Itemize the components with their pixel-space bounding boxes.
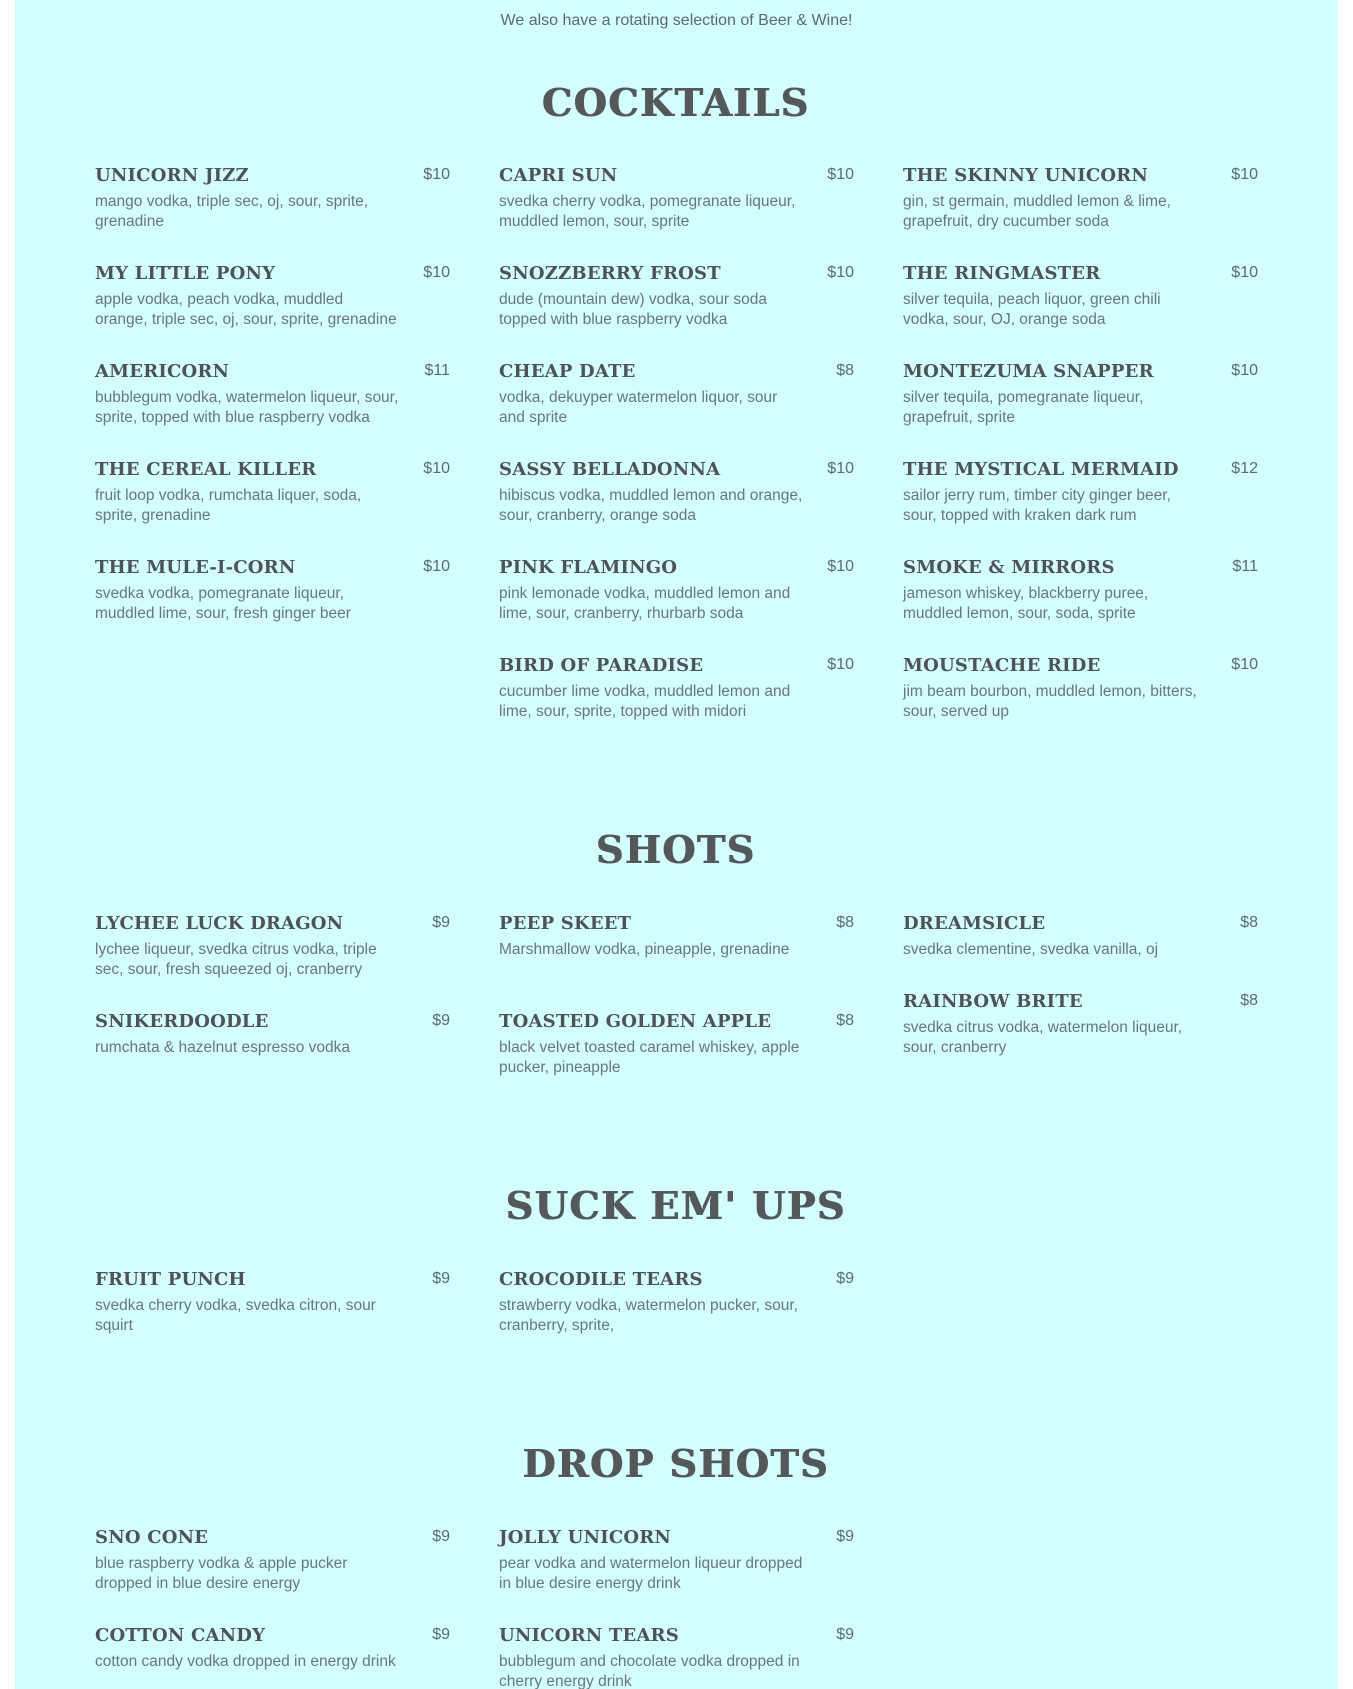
menu-item-description: svedka vodka, pomegranate liqueur, muddled lime, sour, fresh ginger beer: [95, 585, 351, 622]
menu-item-name: LYCHEE LUCK DRAGON: [95, 913, 344, 934]
menu-item-header: [499, 263, 854, 287]
menu-item-description: apple vodka, peach vodka, muddled orange, triple sec, oj, sour, sprite, grenadine: [95, 291, 397, 328]
menu-item-description: mango vodka, triple sec, oj, sour, sprite, grenadine: [95, 193, 369, 230]
menu-item-name: SNOZZBERRY FROST: [499, 263, 721, 284]
menu-item-name: MOUSTACHE RIDE: [903, 655, 1101, 676]
menu-item: [903, 655, 1258, 722]
menu-item: [903, 557, 1258, 624]
menu-item: [499, 165, 854, 232]
menu-item-price: $8: [1240, 914, 1258, 931]
menu-item: [903, 459, 1258, 526]
menu-item-price: $9: [432, 1626, 450, 1643]
menu-item-header: [499, 361, 854, 385]
menu-item: [95, 263, 450, 330]
menu-item-description: sailor jerry rum, timber city ginger beer, sour, topped with kraken dark rum: [903, 487, 1171, 524]
menu-item-name: CAPRI SUN: [499, 165, 618, 186]
menu-item-price: $10: [423, 264, 450, 281]
menu-item-price: $9: [836, 1528, 854, 1545]
menu-item-description: svedka clementine, svedka vanilla, oj: [903, 941, 1159, 958]
menu-item-header: [499, 655, 854, 679]
menu-item-header: [95, 263, 450, 287]
menu-item-name: FRUIT PUNCH: [95, 1269, 246, 1290]
menu-item-description: hibiscus vodka, muddled lemon and orange, sour, cranberry, orange soda: [499, 487, 803, 524]
menu-item-header: [95, 459, 450, 483]
menu-item-price: $10: [1231, 362, 1258, 379]
section-title: COCKTAILS: [542, 80, 811, 125]
menu-item-header: [903, 459, 1258, 483]
menu-item-description: vodka, dekuyper watermelon liquor, sour and sprite: [499, 389, 778, 426]
menu-item-description: rumchata & hazelnut espresso vodka: [95, 1039, 351, 1056]
menu-item: [95, 1527, 450, 1594]
menu-item-header: [903, 165, 1258, 189]
menu-item-header: [499, 1269, 854, 1293]
menu-item-header: [903, 991, 1258, 1015]
menu-item-price: $10: [1231, 166, 1258, 183]
menu-item-price: $8: [836, 1012, 854, 1029]
menu-item-description: lychee liqueur, svedka citrus vodka, triple sec, sour, fresh squeezed oj, cranberry: [95, 941, 377, 978]
menu-item: [903, 263, 1258, 330]
menu-item: [499, 361, 854, 428]
menu-item-header: [95, 1625, 450, 1649]
menu-item: [499, 1011, 854, 1078]
menu-item-header: [499, 1011, 854, 1035]
menu-item: [903, 913, 1258, 960]
menu-item-description: dude (mountain dew) vodka, sour soda topped with blue raspberry vodka: [499, 291, 767, 328]
menu-item-price: $9: [432, 1270, 450, 1287]
menu-item-description: svedka cherry vodka, svedka citron, sour squirt: [95, 1297, 376, 1334]
menu-item-description: fruit loop vodka, rumchata liquer, soda, sprite, grenadine: [95, 487, 362, 524]
menu-item: [903, 165, 1258, 232]
menu-item: [499, 263, 854, 330]
menu-item-price: $10: [827, 558, 854, 575]
menu-item-name: RAINBOW BRITE: [903, 991, 1083, 1012]
menu-item: [95, 1011, 450, 1058]
menu-item-price: $11: [1232, 558, 1258, 575]
menu-item-header: [499, 1527, 854, 1551]
menu-item-name: JOLLY UNICORN: [499, 1527, 672, 1548]
menu-item-header: [499, 557, 854, 581]
menu-item-header: [499, 165, 854, 189]
menu-item-name: PINK FLAMINGO: [499, 557, 678, 578]
menu-item-name: UNICORN JIZZ: [95, 165, 249, 186]
menu-item-price: $8: [836, 914, 854, 931]
menu-item-price: $9: [432, 1012, 450, 1029]
menu-item: [903, 991, 1258, 1058]
menu-item-price: $9: [432, 1528, 450, 1545]
menu-item-description: silver tequila, pomegranate liqueur, grapefruit, sprite: [903, 389, 1144, 426]
menu-item-header: [499, 459, 854, 483]
menu-item-header: [499, 1625, 854, 1649]
menu-item-name: MY LITTLE PONY: [95, 263, 276, 284]
menu-item: [499, 1269, 854, 1336]
menu-item-price: $10: [827, 166, 854, 183]
menu-item-name: THE RINGMASTER: [903, 263, 1101, 284]
menu-item-price: $12: [1231, 460, 1258, 477]
menu-item-description: silver tequila, peach liquor, green chili vodka, sour, OJ, orange soda: [903, 291, 1161, 328]
menu-item-description: jim beam bourbon, muddled lemon, bitters, sour, served up: [903, 683, 1197, 720]
menu-item: [95, 913, 450, 980]
menu-item: [499, 913, 854, 960]
menu-item-description: cotton candy vodka dropped in energy drink: [95, 1653, 396, 1670]
menu-item: [95, 1269, 450, 1336]
menu-item-name: MONTEZUMA SNAPPER: [903, 361, 1154, 382]
menu-item-description: cucumber lime vodka, muddled lemon and lime, sour, sprite, topped with midori: [499, 683, 791, 720]
menu-item: [95, 361, 450, 428]
menu-item-price: $10: [827, 656, 854, 673]
menu-item-name: UNICORN TEARS: [499, 1625, 679, 1646]
menu-item: [95, 165, 450, 232]
section-title: SHOTS: [596, 827, 757, 872]
menu-item-header: [95, 1527, 450, 1551]
menu-item-name: CROCODILE TEARS: [499, 1269, 703, 1290]
menu-item-price: $10: [423, 558, 450, 575]
menu-item-name: THE CEREAL KILLER: [95, 459, 317, 480]
menu-item: [499, 655, 854, 722]
menu-item-description: bubblegum and chocolate vodka dropped in cherry energy drink: [499, 1653, 800, 1689]
menu-item-price: $10: [1231, 264, 1258, 281]
menu-item: [95, 557, 450, 624]
menu-item-header: [903, 557, 1258, 581]
menu-item-name: SNIKERDOODLE: [95, 1011, 269, 1032]
menu-item-header: [903, 913, 1258, 937]
menu-item-header: [95, 1269, 450, 1293]
menu-item: [499, 1625, 854, 1689]
menu-item-header: [95, 165, 450, 189]
menu-item-price: $10: [1231, 656, 1258, 673]
menu-item-description: svedka cherry vodka, pomegranate liqueur, muddled lemon, sour, sprite: [499, 193, 796, 230]
menu-item-header: [903, 361, 1258, 385]
menu-item: [499, 557, 854, 624]
menu-item-price: $10: [827, 264, 854, 281]
menu-item-description: svedka citrus vodka, watermelon liqueur, sour, cranberry: [903, 1019, 1183, 1056]
menu-item-name: TOASTED GOLDEN APPLE: [499, 1011, 772, 1032]
menu-item-name: CHEAP DATE: [499, 361, 636, 382]
menu-item-name: THE MULE-I-CORN: [95, 557, 296, 578]
menu-item-description: bubblegum vodka, watermelon liqueur, sour, sprite, topped with blue raspberry vodka: [95, 389, 399, 426]
menu-item: [499, 459, 854, 526]
menu-item-description: pink lemonade vodka, muddled lemon and lime, sour, cranberry, rhurbarb soda: [499, 585, 791, 622]
menu-item-header: [95, 557, 450, 581]
menu-item-header: [903, 655, 1258, 679]
menu-item-header: [499, 913, 854, 937]
menu-item-name: DREAMSICLE: [903, 913, 1046, 934]
menu-item-description: Marshmallow vodka, pineapple, grenadine: [499, 941, 790, 958]
menu-panel: [15, 0, 1338, 1689]
menu-item-name: AMERICORN: [95, 361, 230, 382]
menu-item-description: pear vodka and watermelon liqueur dropped in blue desire energy drink: [499, 1555, 803, 1592]
menu-item-description: jameson whiskey, blackberry puree, muddled lemon, sour, soda, sprite: [903, 585, 1149, 622]
menu-item-name: SNO CONE: [95, 1527, 209, 1548]
menu-item: [95, 459, 450, 526]
menu-item-header: [95, 913, 450, 937]
section-title: DROP SHOTS: [523, 1441, 830, 1486]
menu-item-name: COTTON CANDY: [95, 1625, 266, 1646]
menu-item-description: black velvet toasted caramel whiskey, apple pucker, pineapple: [499, 1039, 800, 1076]
menu-item-price: $11: [424, 362, 450, 379]
menu-item-price: $9: [836, 1626, 854, 1643]
menu-item-price: $8: [836, 362, 854, 379]
menu-item: [903, 361, 1258, 428]
menu-item-price: $9: [432, 914, 450, 931]
menu-item: [95, 1625, 450, 1672]
menu-item-description: strawberry vodka, watermelon pucker, sour, cranberry, sprite,: [499, 1297, 798, 1334]
menu-item-name: THE SKINNY UNICORN: [903, 165, 1149, 186]
section-title: SUCK EM' UPS: [506, 1183, 847, 1228]
menu-item-name: THE MYSTICAL MERMAID: [903, 459, 1179, 480]
menu-item-price: $9: [836, 1270, 854, 1287]
menu-item-name: SASSY BELLADONNA: [499, 459, 721, 480]
menu-item-header: [95, 1011, 450, 1035]
menu-item-description: gin, st germain, muddled lemon & lime, grapefruit, dry cucumber soda: [903, 193, 1171, 230]
menu-item-price: $10: [423, 460, 450, 477]
menu-item-name: PEEP SKEET: [499, 913, 632, 934]
menu-item-name: BIRD OF PARADISE: [499, 655, 704, 676]
menu-item-price: $10: [423, 166, 450, 183]
menu-item-price: $10: [827, 460, 854, 477]
menu-item: [499, 1527, 854, 1594]
menu-item-header: [95, 361, 450, 385]
menu-item-name: SMOKE & MIRRORS: [903, 557, 1115, 578]
menu-item-price: $8: [1240, 992, 1258, 1009]
menu-item-description: blue raspberry vodka & apple pucker dropped in blue desire energy: [95, 1555, 348, 1592]
menu-item-header: [903, 263, 1258, 287]
intro-text: We also have a rotating selection of Beer & Wine!: [500, 12, 853, 29]
